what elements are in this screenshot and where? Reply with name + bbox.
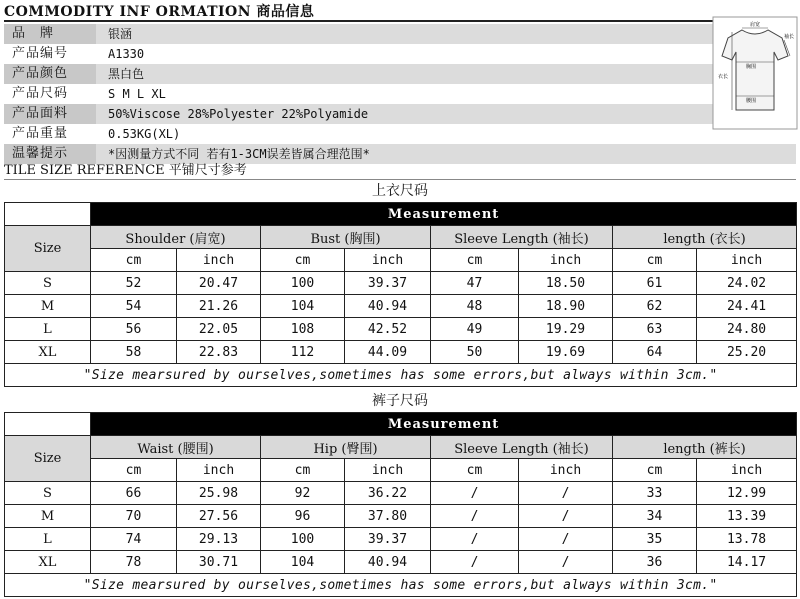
size-header: Size [5,226,91,272]
value-cell: / [431,551,519,574]
value-cell: / [519,505,613,528]
page-title: COMMODITY INF ORMATION 商品信息 [4,2,796,22]
column-header: length (裤长) [613,436,797,459]
value-cell: 22.83 [177,341,261,364]
label-bust: 胸围 [746,64,757,70]
size-cell: M [5,295,91,318]
table-row [5,528,797,551]
unit-header: inch [519,459,613,482]
measurement-header: Measurement [91,413,797,436]
unit-header: cm [613,459,697,482]
value-cell: 22.05 [177,318,261,341]
value-cell: 29.13 [177,528,261,551]
column-header: Sleeve Length (袖长) [431,226,613,249]
size-note: "Size mearsured by ourselves,sometimes has some errors,but always within 3cm." [5,574,797,597]
info-row-weight [4,124,796,144]
column-header: length (衣长) [613,226,797,249]
unit-header: cm [613,249,697,272]
table-row [5,318,797,341]
info-label: 产品重量 [12,126,69,141]
value-cell: / [431,482,519,505]
value-cell: 70 [91,505,177,528]
value-cell: / [519,551,613,574]
info-label: 产品尺码 [12,86,69,101]
unit-header: cm [91,249,177,272]
value-cell: 104 [261,551,345,574]
top-section-title: 上衣尺码 [372,183,428,199]
value-cell: 49 [431,318,519,341]
pants-size-table [4,412,797,597]
value-cell: 108 [261,318,345,341]
info-row-brand [4,24,796,44]
info-label: 产品编号 [12,46,69,61]
value-cell: 74 [91,528,177,551]
table-row [5,551,797,574]
info-row-code [4,44,796,64]
label-waist: 腰围 [746,98,757,104]
value-cell: 36.22 [345,482,431,505]
value-cell: 39.37 [345,272,431,295]
value-cell: 96 [261,505,345,528]
unit-header: cm [261,459,345,482]
value-cell: 33 [613,482,697,505]
info-row-size [4,84,796,104]
value-cell: 50 [431,341,519,364]
top-size-table [4,202,797,387]
unit-header: inch [177,249,261,272]
value-cell: 47 [431,272,519,295]
value-cell: 64 [613,341,697,364]
info-row-tip [4,144,796,164]
column-header: Bust (胸围) [261,226,431,249]
value-cell: / [431,528,519,551]
value-cell: 66 [91,482,177,505]
value-cell: 35 [613,528,697,551]
label-sleeve: 袖长 [784,34,795,40]
size-cell: S [5,272,91,295]
value-cell: 100 [261,272,345,295]
unit-header: inch [177,459,261,482]
label-shoulder: 肩宽 [749,22,761,28]
value-cell: 24.02 [697,272,797,295]
value-cell: / [519,528,613,551]
value-cell: 36 [613,551,697,574]
size-cell: M [5,505,91,528]
info-value: A1330 [108,47,145,61]
label-length: 衣长 [718,74,729,80]
info-label: 产品颜色 [4,64,96,84]
info-value: 0.53KG(XL) [108,127,181,141]
column-header: Waist (腰围) [91,436,261,459]
unit-header: cm [261,249,345,272]
unit-header: cm [431,249,519,272]
value-cell: 12.99 [697,482,797,505]
table-row [5,295,797,318]
measurement-header: Measurement [91,203,797,226]
value-cell: 39.37 [345,528,431,551]
unit-header: inch [345,249,431,272]
size-note: "Size mearsured by ourselves,sometimes has some errors,but always within 3cm." [5,364,797,387]
unit-header: cm [91,459,177,482]
value-cell: 25.98 [177,482,261,505]
table-row [5,341,797,364]
product-info [4,24,796,164]
size-cell: L [5,528,91,551]
value-cell: 37.80 [345,505,431,528]
value-cell: 19.29 [519,318,613,341]
info-value: S M L XL [108,87,166,101]
value-cell: 25.20 [697,341,797,364]
value-cell: 112 [261,341,345,364]
value-cell: 27.56 [177,505,261,528]
unit-header: inch [519,249,613,272]
value-cell: / [519,482,613,505]
garment-measure-diagram [712,16,798,130]
info-label: 产品面料 [4,104,96,124]
unit-header: inch [345,459,431,482]
value-cell: 42.52 [345,318,431,341]
info-row-fabric [4,104,796,124]
info-value: *因测量方式不同 若有1-3CM误差皆属合理范围* [108,147,370,161]
value-cell: 54 [91,295,177,318]
size-header: Size [5,436,91,482]
value-cell: 40.94 [345,295,431,318]
value-cell: 44.09 [345,341,431,364]
value-cell: 58 [91,341,177,364]
column-header: Sleeve Length (袖长) [431,436,613,459]
value-cell: 61 [613,272,697,295]
value-cell: 13.78 [697,528,797,551]
value-cell: 56 [91,318,177,341]
value-cell: 30.71 [177,551,261,574]
value-cell: 24.41 [697,295,797,318]
size-cell: XL [5,551,91,574]
table-row [5,482,797,505]
size-cell: L [5,318,91,341]
info-value: 黑白色 [108,67,145,81]
unit-header: inch [697,249,797,272]
table-row [5,505,797,528]
value-cell: 48 [431,295,519,318]
value-cell: 63 [613,318,697,341]
value-cell: 62 [613,295,697,318]
size-cell: S [5,482,91,505]
value-cell: 13.39 [697,505,797,528]
info-value: 50%Viscose 28%Polyester 22%Polyamide [108,107,369,121]
column-header: Shoulder (肩宽) [91,226,261,249]
info-label: 温馨提示 [4,144,96,164]
value-cell: / [431,505,519,528]
value-cell: 24.80 [697,318,797,341]
info-label: 品 牌 [4,24,96,44]
column-header: Hip (臀围) [261,436,431,459]
table-row [5,272,797,295]
value-cell: 20.47 [177,272,261,295]
value-cell: 18.50 [519,272,613,295]
value-cell: 14.17 [697,551,797,574]
value-cell: 18.90 [519,295,613,318]
value-cell: 78 [91,551,177,574]
value-cell: 19.69 [519,341,613,364]
info-row-color [4,64,796,84]
value-cell: 52 [91,272,177,295]
size-cell: XL [5,341,91,364]
value-cell: 104 [261,295,345,318]
unit-header: inch [697,459,797,482]
pants-section-title: 裤子尺码 [372,393,428,409]
value-cell: 21.26 [177,295,261,318]
value-cell: 34 [613,505,697,528]
info-value: 银涵 [108,27,133,41]
reference-title: TILE SIZE REFERENCE 平铺尺寸参考 [4,162,796,180]
value-cell: 92 [261,482,345,505]
value-cell: 100 [261,528,345,551]
value-cell: 40.94 [345,551,431,574]
unit-header: cm [431,459,519,482]
